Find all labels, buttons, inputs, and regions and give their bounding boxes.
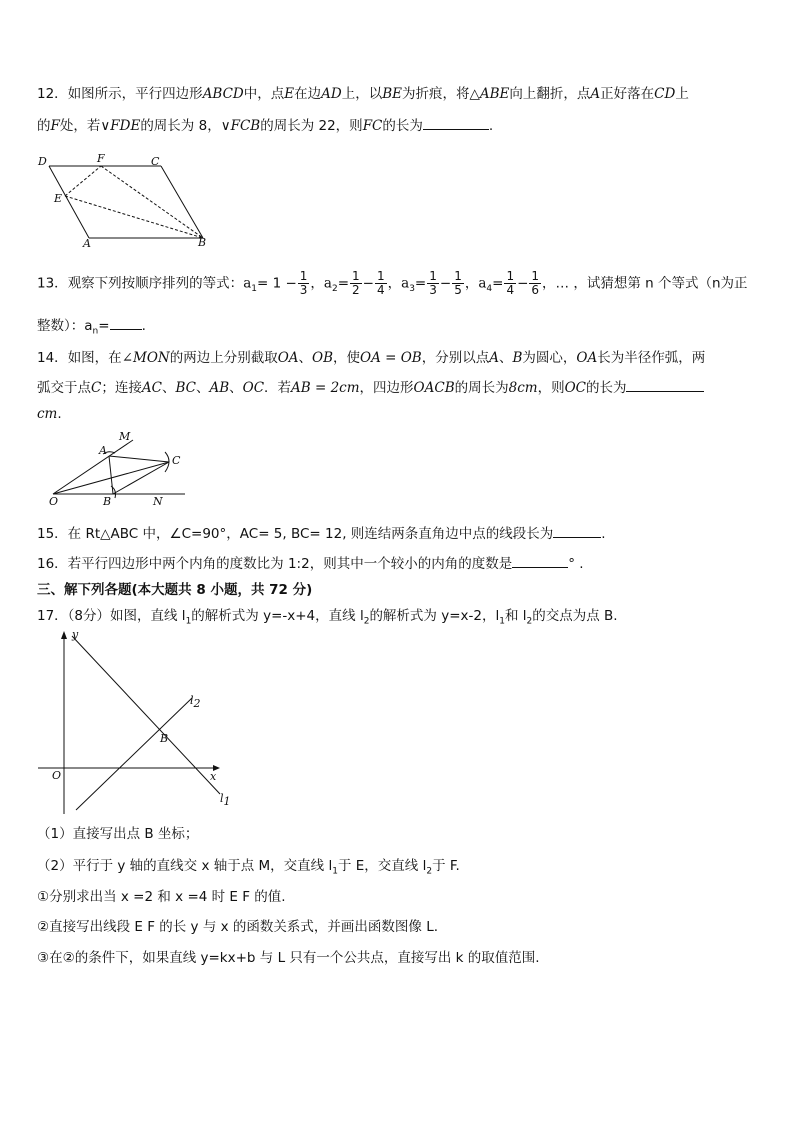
label-B: B	[198, 236, 207, 249]
label-D: D	[38, 155, 47, 168]
label-O: O	[52, 769, 62, 782]
label-C: C	[172, 454, 181, 467]
q17-part2-2: ②直接写出线段 E F 的长 y 与 x 的函数关系式，并画出函数图像 L.	[37, 919, 439, 935]
line-l2	[76, 698, 192, 810]
ray-OM	[53, 440, 133, 494]
q17-intro: 17．（8分）如图，直线 $l_1$的解析式为 y=-x+4，直线 $l_2$的解析式为 y=x-2，$l_1$和 $l_2$的交点为点 B.	[37, 608, 618, 627]
q14-line1: 14．如图，在∠MON的两边上分别截取OA、OB，使OA = OB，分别以点A、B为圆心，OA长为半径作弧，两	[37, 350, 706, 366]
label-A: A	[83, 237, 91, 250]
answer-blank	[110, 317, 142, 330]
q17-part1: （1）直接写出点 B 坐标；	[37, 826, 199, 842]
answer-blank	[626, 379, 704, 392]
fraction: $\frac{1}{3}$	[429, 269, 437, 297]
q12-line1: 12．如图所示，平行四边形ABCD中，点E在边AD上，以BE为折痕，将△ABE向上翻折，点A正好落在CD上	[37, 86, 689, 102]
label-M: M	[119, 430, 131, 443]
q17-part2-1: ①分别求出当 x =2 和 x =4 时 E F 的值.	[37, 889, 286, 905]
label-l2: l2	[190, 694, 201, 710]
q12-line2: 的F处，若∨FDE的周长为 8，∨FCB的周长为 22，则FC的长为 .	[37, 118, 494, 134]
label-x: x	[210, 770, 217, 783]
label-O: O	[49, 495, 59, 508]
fold-FB	[101, 166, 203, 238]
fraction: $\frac{1}{4}$	[376, 269, 385, 297]
label-B: B	[103, 495, 112, 508]
angle-construction-figure	[45, 428, 195, 508]
label-y: y	[72, 628, 79, 641]
label-N: N	[153, 495, 163, 508]
fraction: $\frac{1}{5}$	[454, 269, 462, 297]
coordinate-figure	[36, 626, 236, 816]
fraction: $\frac{1}{3}$	[299, 269, 308, 297]
label-F: F	[97, 152, 105, 165]
line-l1	[72, 636, 220, 794]
fraction: $\frac{1}{6}$	[531, 269, 540, 297]
q16-line: 16．若平行四边形中两个内角的度数比为 1:2，则其中一个较小的内角的度数是 ° .	[37, 556, 584, 572]
q17-part2: （2）平行于 y 轴的直线交 x 轴于点 M，交直线 $l_1$于 E，交直线 $l_2$于 F.	[37, 858, 460, 877]
parallelogram-figure	[33, 150, 213, 250]
answer-blank	[553, 525, 601, 538]
answer-blank	[512, 555, 568, 568]
answer-blank	[423, 117, 489, 130]
segment-AB	[109, 456, 113, 494]
label-E: E	[54, 192, 63, 205]
fraction: $\frac{1}{2}$	[352, 269, 360, 297]
q14-line3: cm.	[37, 406, 62, 422]
section-title: 三、解下列各题(本大题共 8 小题，共 72 分)	[37, 582, 313, 598]
label-A: A	[99, 444, 107, 457]
segment-BC	[113, 462, 169, 494]
label-C: C	[151, 155, 160, 168]
fraction: $\frac{1}{4}$	[506, 269, 515, 297]
q17-part2-3: ③在②的条件下，如果直线 y=kx+b 与 L 只有一个公共点，直接写出 k 的取值范围.	[37, 950, 540, 966]
q15-line: 15．在 Rt△ABC 中，∠C=90°，AC= 5, BC= 12, 则连结两条直角边中点的线段长为 .	[37, 526, 606, 542]
label-l1: l1	[220, 792, 231, 808]
q14-line2: 弧交于点C；连接AC、BC、AB、OC．若AB = 2cm，四边形OACB的周长为8cm，则OC的长为	[37, 376, 704, 396]
q13-line2: 整数）：$a_n=$ .	[37, 318, 146, 337]
q13-line1: 13．观察下列按顺序排列的等式：$a_1= 1$ − $\frac{1}{3}$ ，$a_2=$ $\frac{1}{2}$ − $\frac{1}{4}$ ，$a_3=$ $\frac{1}{3}$ − $\frac{1}{5}$ ，$a_4=$ $\frac{1}{4}$ − $\frac{1}{6}$ ，… ，试猜想第 n 个等式（n为正	[37, 269, 748, 297]
label-B: B	[160, 732, 169, 745]
segment-AC	[109, 456, 169, 462]
y-arrow	[61, 631, 67, 639]
fold-EF	[65, 166, 101, 196]
